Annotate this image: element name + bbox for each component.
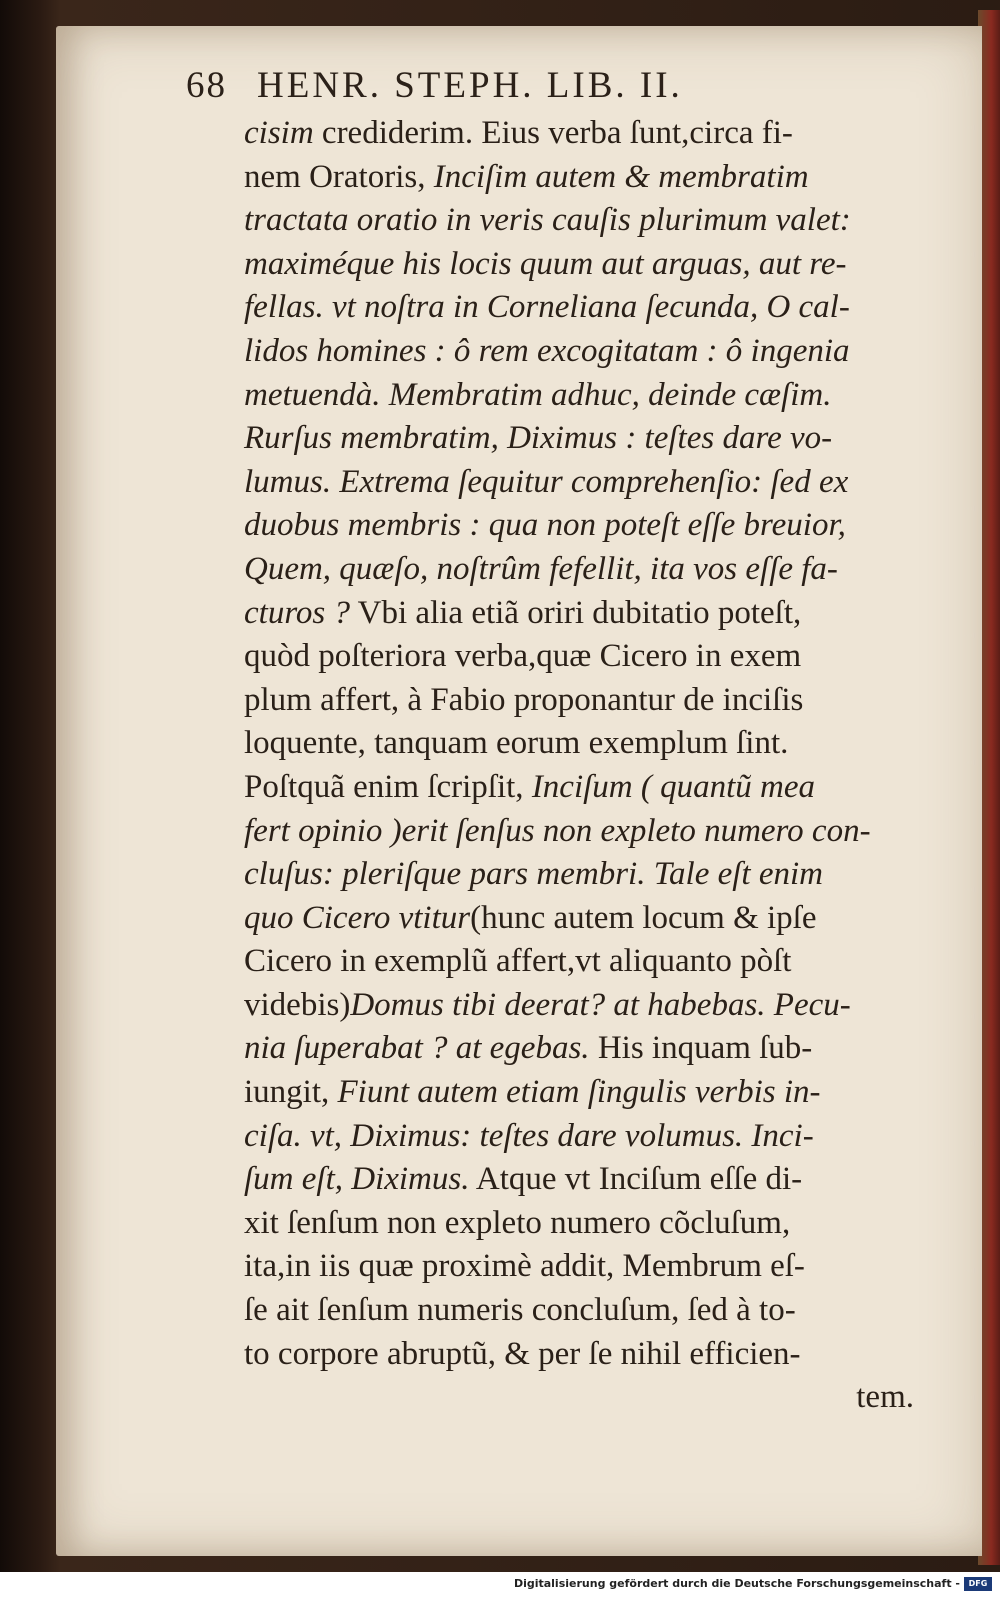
italic-segment: fert opinio )erit ſenſus non expleto numero con- <box>244 812 871 849</box>
text-line <box>244 853 944 897</box>
text-line <box>244 199 944 243</box>
roman-segment: Atque vt Inciſum eſſe di- <box>469 1161 803 1198</box>
roman-segment: crediderim. Eius verba ſunt,circa fi- <box>313 115 793 151</box>
roman-segment: iungit, <box>244 1074 338 1111</box>
text-line <box>244 1245 944 1289</box>
roman-segment: Vbi alia etiã oriri dubitatio poteſt, <box>350 594 802 631</box>
roman-segment: videbis) <box>244 986 351 1023</box>
roman-segment: plum affert, à Fabio proponantur de inciſis <box>244 681 804 718</box>
italic-segment: ſum eſt, Diximus. <box>244 1161 470 1198</box>
text-line <box>244 766 944 810</box>
running-head <box>186 64 886 107</box>
page-number: 68 <box>186 65 227 106</box>
text-line <box>244 722 944 766</box>
text-line <box>244 940 944 984</box>
text-line <box>244 504 944 548</box>
roman-segment: ita,in iis quæ proximè addit, Membrum eſ- <box>244 1248 805 1285</box>
footer-bar <box>0 1572 1000 1599</box>
text-line <box>244 1202 944 1246</box>
italic-segment: cisim <box>244 115 314 151</box>
italic-segment: Domus tibi deerat? at habebas. Pecu- <box>350 986 851 1023</box>
italic-segment: ciſa. vt, Diximus: teſtes dare volumus. Inci- <box>244 1117 814 1154</box>
italic-segment: maximéque his locis quum aut arguas, aut re- <box>244 245 847 282</box>
text-line <box>244 1333 944 1377</box>
italic-segment: tractata oratio in veris cauſis plurimum valet: <box>244 202 851 239</box>
italic-segment: cluſus: pleriſque pars membri. Tale eſt enim <box>244 856 823 893</box>
text-line <box>244 112 944 156</box>
text-line <box>244 984 944 1028</box>
italic-segment: duobus membris : qua non poteſt eſſe breuior, <box>244 507 846 544</box>
roman-segment: ſe ait ſenſum numeris concluſum, ſed à to- <box>244 1292 796 1329</box>
text-line <box>244 330 944 374</box>
roman-segment: Poſtquã enim ſcripſit, <box>244 768 532 805</box>
italic-segment: lumus. Extrema ſequitur comprehenſio: ſed ex <box>244 463 849 500</box>
roman-segment: His inquam ſub- <box>589 1030 813 1067</box>
body-text <box>244 112 944 1420</box>
text-line <box>244 1289 944 1333</box>
dfg-logo-icon: DFG <box>964 1577 992 1591</box>
roman-segment: (hunc autem locum & ipſe <box>470 899 817 936</box>
italic-segment: nia ſuperabat ? at egebas. <box>244 1030 590 1067</box>
roman-segment: quòd poſteriora verba,quæ Cicero in exem <box>244 638 802 675</box>
roman-segment: tem. <box>856 1379 914 1416</box>
italic-segment: Quem, quæſo, noſtrûm fefellit, ita vos eſſe fa- <box>244 550 838 587</box>
text-line <box>244 1158 944 1202</box>
text-line <box>244 592 944 636</box>
running-title: HENR. STEPH. LIB. II. <box>257 65 683 106</box>
roman-segment: nem Oratoris, <box>244 158 434 195</box>
text-line <box>244 286 944 330</box>
text-line <box>244 417 944 461</box>
italic-segment: metuendà. Membratim adhuc, deinde cæſim. <box>244 376 832 413</box>
text-line <box>244 1376 944 1420</box>
text-line <box>244 548 944 592</box>
text-line <box>244 1027 944 1071</box>
text-line <box>244 897 944 941</box>
roman-segment: xit ſenſum non expleto numero cõcluſum, <box>244 1204 791 1241</box>
italic-segment: quo Cicero vtitur <box>244 899 471 936</box>
italic-segment: Inciſim autem & membratim <box>433 158 809 195</box>
digitization-credit: Digitalisierung gefördert durch die Deutsche Forschungsgemeinschaft - <box>513 1577 960 1590</box>
italic-segment: Rurſus membratim, Diximus : teſtes dare vo- <box>244 420 833 457</box>
roman-segment: Cicero in exemplũ affert,vt aliquanto pòſt <box>244 943 792 980</box>
text-line <box>244 156 944 200</box>
text-line <box>244 374 944 418</box>
text-line <box>244 810 944 854</box>
text-line <box>244 1115 944 1159</box>
text-line <box>244 679 944 723</box>
italic-segment: Inciſum ( quantũ mea <box>531 768 816 805</box>
text-line <box>244 243 944 287</box>
italic-segment: cturos ? <box>244 594 351 631</box>
italic-segment: Fiunt autem etiam ſingulis verbis in- <box>337 1074 821 1111</box>
roman-segment: loquente, tanquam eorum exemplum ſint. <box>244 725 789 762</box>
italic-segment: lidos homines : ô rem excogitatam : ô ingenia <box>244 332 850 369</box>
roman-segment: to corpore abruptũ, & per ſe nihil efficien- <box>244 1335 801 1372</box>
italic-segment: fellas. vt noſtra in Corneliana ſecunda, O cal- <box>244 289 850 326</box>
text-line <box>244 1071 944 1115</box>
text-line <box>244 635 944 679</box>
text-line <box>244 461 944 505</box>
